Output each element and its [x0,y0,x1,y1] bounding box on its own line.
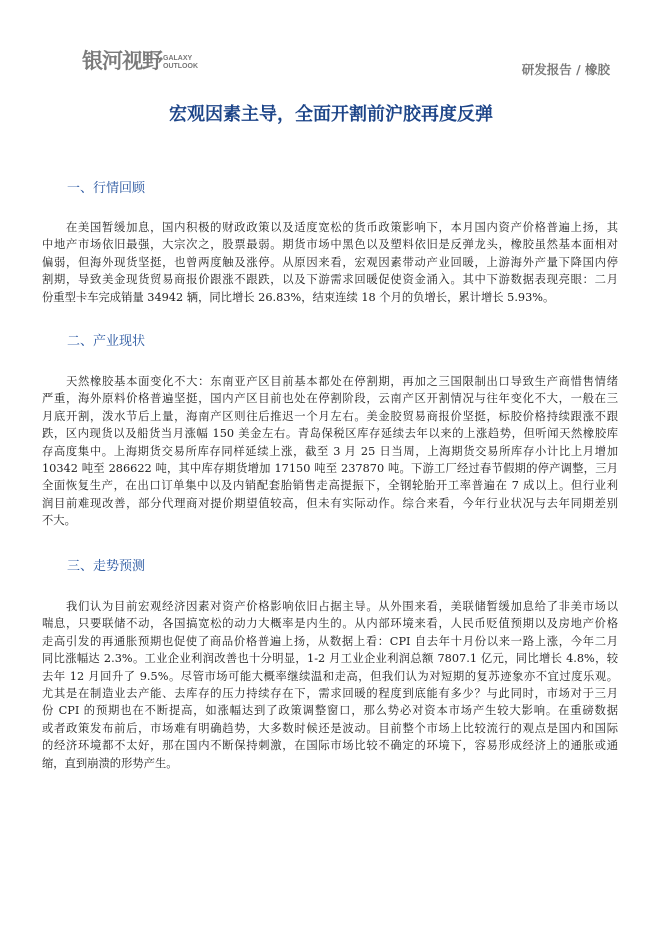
section-paragraph [42,598,618,772]
paragraph-line: 同比涨幅达 2.3%。工业企业利润改善也十分明显，1-2 月工业企业利润总额 7807.1 亿元，同比增长 4.8%，较 [42,652,618,666]
logo-en-line-1: GALAXY [163,55,193,62]
paragraph-line: 不大。 [42,514,76,528]
paragraph-line: 喘息，只要联储不动，各国搞宽松的动力大概率是内生的。从内部环境来看，人民币贬值预期以及房地产价格 [42,617,618,631]
paragraph-line: 去年 12 月回升了 9.5%。尽管市场可能大概率继续温和走高，但我们认为对短期的复苏迹象亦不宜过度乐观。 [42,669,618,683]
paragraph-line: 份 CPI 的预期也在不断提高，如涨幅达到了政策调整窗口，那么势必对资本市场产生较大影响。在重磅数据 [42,704,618,718]
paragraph-line: 严重，海外原料价格普遍坚挺，国内产区目前也处在停割阶段，云南产区开割情况与往年变化不大，一般在三 [42,392,618,406]
paragraph-line: 中地产市场依旧最强，大宗次之，股票最弱。期货市场中黑色以及塑料依旧是反弹龙头，橡胶虽然基本面相对 [42,238,618,252]
paragraph-line: 偏弱，但海外现货坚挺，也曾两度触及涨停。从原因来看，宏观因素带动产业回暖，上游海外产量下降国内停 [42,255,618,269]
paragraph-line: 份重型卡车完成销量 34942 辆，同比增长 26.83%，结束连续 18 个月的负增长，累计增长 5.93%。 [42,290,555,304]
section-paragraph [42,373,618,530]
page-title: 宏观因素主导，全面开割前沪胶再度反弹 [169,104,493,125]
paragraph-line: 或者政策发布前后，市场难有明确趋势，大多数时候还是波动。目前整个市场上比较流行的观点是国内和国际 [42,721,618,735]
paragraph-line: 全面恢复生产，在出口订单集中以及内销配套胎销售走高提振下，全钢轮胎开工率普遍在 7 成以上。但行业利 [42,479,618,493]
paragraph-line: 缩，直到崩溃的形势产生。 [42,756,178,770]
logo-text-en [163,55,198,71]
paragraph-line: 月底开割，泼水节后上量，海南产区则往后推迟一个月左右。美金胶贸易商报价坚挺，标胶价格持续跟涨不跟 [42,409,618,423]
paragraph-line: 的经济环境都不太好，那在国内不断保持刺激，在国际市场比较不确定的环境下，容易形成经济上的通胀或通 [42,739,618,753]
paragraph-line: 尤其是在制造业去产能、去库存的压力持续存在下，需求回暖的程度到底能有多少？与此同时，市场对于三月 [42,686,618,700]
paragraph-line: 存高度集中。上海期货交易所库存同样延续上涨，截至 3 月 25 日当周，上海期货交易所库存小计比上月增加 [42,444,618,458]
galaxy-outlook-logo [82,49,198,73]
breadcrumb: 研发报告 / 橡胶 [521,62,610,77]
paragraph-line: 天然橡胶基本面变化不大：东南亚产区目前基本都处在停割期，再加之三国限制出口导致生产商惜售情绪 [66,375,618,388]
logo-text-cn: 银河视野 [82,49,162,73]
section-heading: 二、产业现状 [67,334,146,349]
paragraph-line: 10342 吨至 286622 吨，其中库存期货增加 17150 吨至 237870 吨。下游工厂经过春节假期的停产调整，三月 [42,461,618,475]
paragraph-line: 跌，区内现货以及船货当月涨幅 150 美金左右。青岛保税区库存延续去年以来的上涨趋势，但听闻天然橡胶库 [42,427,618,441]
section-heading: 一、行情回顾 [67,181,146,196]
paragraph-line: 走高引发的再通胀预期也促使了商品价格普遍上扬，从数据上看：CPI 自去年十月份以来一路上涨，今年二月 [42,634,618,648]
paragraph-line: 在美国暂缓加息，国内积极的财政政策以及适度宽松的货币政策影响下，本月国内资产价格普遍上扬，其 [66,221,618,234]
section-paragraph [42,219,618,306]
paragraph-line: 割期，导致美金现货贸易商报价跟涨不跟跌，以及下游需求回暖促使资金涌入。其中下游数据表现亮眼：二月 [42,273,618,287]
paragraph-line: 我们认为目前宏观经济因素对资产价格影响依旧占据主导。从外围来看，美联储暂缓加息给了非美市场以 [66,600,618,613]
section-heading: 三、走势预测 [67,559,146,574]
paragraph-line: 润目前难现改善，部分代理商对提价期望值较高，但未有实际动作。综合来看，今年行业状况与去年同期差别 [42,496,618,510]
logo-en-line-2: OUTLOOK [163,63,198,70]
